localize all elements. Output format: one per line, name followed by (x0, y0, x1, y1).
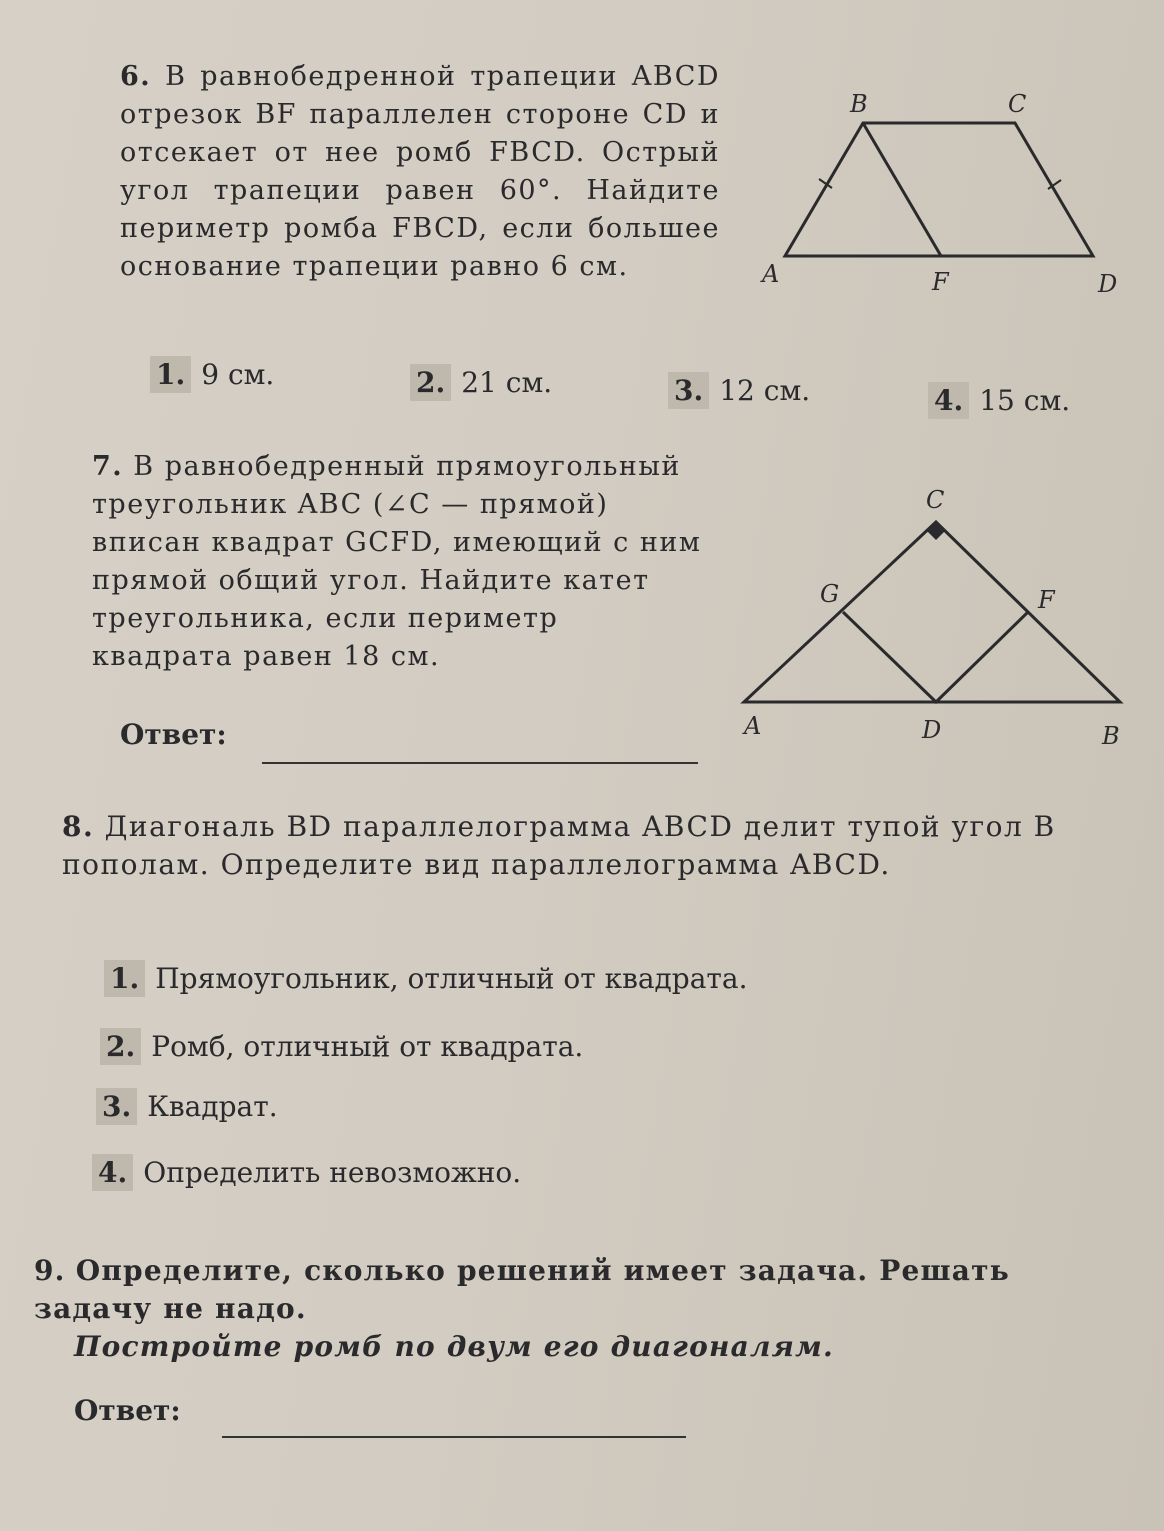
task-9 (34, 1252, 1134, 1366)
answer-input-line[interactable] (262, 762, 698, 764)
triangle-figure (730, 478, 1150, 763)
task-number: 6. (120, 61, 152, 92)
option-1[interactable]: 1. 9 см. (150, 358, 274, 391)
trapezoid-abcd (785, 123, 1093, 256)
option-4[interactable]: 4. 15 см. (928, 384, 1070, 417)
task-text: Диагональ BD параллелограмма ABCD делит тупой угол B пополам. Определите вид параллелограмма ABCD. (62, 810, 1056, 881)
task-6 (120, 58, 720, 286)
task-8 (62, 808, 1130, 884)
triangle-abc (744, 522, 1120, 702)
option-2[interactable]: 2. 21 см. (410, 366, 552, 399)
label-b: B (850, 90, 868, 118)
option-1[interactable]: 1. Прямоугольник, отличный от квадрата. (104, 962, 748, 995)
option-3[interactable]: 3. Квадрат. (96, 1090, 278, 1123)
label-a: A (762, 260, 780, 288)
option-2[interactable]: 2. Ромб, отличный от квадрата. (100, 1030, 583, 1063)
option-4[interactable]: 4. Определить невозможно. (92, 1156, 521, 1189)
option-3[interactable]: 3. 12 см. (668, 374, 810, 407)
label-f: F (1038, 586, 1055, 614)
answer-label: Ответ: (120, 718, 227, 751)
task-text: В равнобедренной трапеции ABCD отрезок BF параллелен стороне CD и отсекает от нее ромб FBCD. Острый угол трапеции равен 60°. Найдите периметр ромба FBCD, если большее основание трапеции равно 6 см. (120, 61, 720, 282)
right-angle-mark (927, 522, 945, 540)
task-text: Определите, сколько решений имеет задача. Решать задачу не надо. (34, 1254, 1010, 1325)
task-number: 8. (62, 810, 95, 843)
answer-label: Ответ: (74, 1394, 181, 1427)
label-f: F (932, 268, 949, 296)
answer-input-line[interactable] (222, 1436, 686, 1438)
square-sides-gd-df (843, 612, 1028, 702)
task-text: В равнобедренный прямоугольный треугольник ABC (∠C — прямой) вписан квадрат GCFD, имеющий с ним прямой общий угол. Найдите катет треугольника, если периметр квадрата равен 18 см. (92, 451, 702, 672)
task-italic-text: Постройте ромб по двум его диагоналям. (74, 1330, 834, 1363)
label-b: B (1102, 722, 1120, 750)
trapezoid-figure (750, 80, 1140, 310)
label-d: D (922, 716, 942, 744)
task-7 (92, 448, 704, 676)
label-a: A (744, 712, 762, 740)
label-d: D (1098, 270, 1118, 298)
task-number: 7. (92, 451, 124, 482)
label-g: G (820, 580, 840, 608)
label-c: C (926, 486, 945, 514)
segment-bf (863, 123, 941, 256)
label-c: C (1008, 90, 1027, 118)
task-number: 9. (34, 1254, 66, 1287)
